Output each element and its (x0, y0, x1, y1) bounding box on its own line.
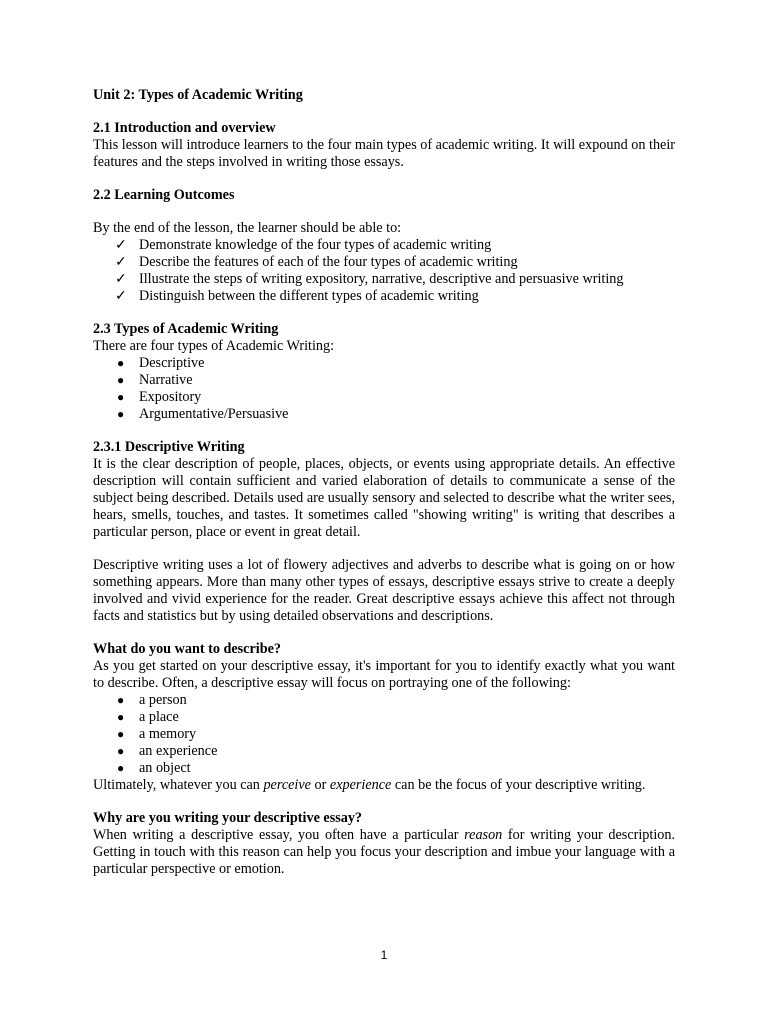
page-number: 1 (380, 948, 388, 962)
intro-body: This lesson will introduce learners to the four main types of academic writing. It will expound on their features and the steps involved in writing those essays. (93, 137, 675, 170)
outcomes-list (93, 237, 675, 305)
checkmark-icon: ✓ (115, 271, 127, 287)
what-describe-lead: As you get started on your descriptive essay, it's important for you to identify exactly what you want to describe. Often, a descriptive essay will focus on portraying one of the following: (93, 658, 675, 691)
bullet-icon: ● (117, 761, 125, 775)
outcomes-lead: By the end of the lesson, the learner should be able to: (93, 220, 402, 236)
bullet-icon: ● (117, 727, 125, 741)
descriptive-para-2: Descriptive writing uses a lot of flowery adjectives and adverbs to describe what is going on or how something appears. More than many other types of essays, descriptive essays strive to create a deeply involved and vivid experience for the reader. Great descriptive essays achieve this affect not through facts and statistics but by using detailed observations and descriptions. (93, 557, 675, 624)
document-page (93, 87, 675, 878)
types-list (93, 355, 675, 423)
descriptive-heading: 2.3.1 Descriptive Writing (93, 439, 245, 455)
list-item: ● Argumentative/Persuasive (117, 406, 289, 422)
bullet-icon: ● (117, 407, 125, 421)
list-item: ● an experience (117, 743, 218, 759)
what-describe-closing: Ultimately, whatever you can perceive or experience can be the focus of your descriptive writing. (93, 777, 646, 793)
bullet-icon: ● (117, 356, 125, 370)
outcomes-heading: 2.2 Learning Outcomes (93, 187, 235, 203)
list-item: ✓ Demonstrate knowledge of the four types of academic writing (115, 237, 492, 253)
descriptive-para-1: It is the clear description of people, places, objects, or events using appropriate details. An effective description will contain sufficient and varied elaboration of details to communicate a sense of the subject being described. Details used are usually sensory and selected to describe what the writer sees, hears, smells, touches, and tastes. It sometimes called "showing writing" is writing that describes a particular person, place or event in great detail. (93, 456, 675, 540)
describe-list (93, 692, 675, 777)
checkmark-icon: ✓ (115, 237, 127, 253)
intro-heading: 2.1 Introduction and overview (93, 120, 276, 136)
list-item: ● a place (117, 709, 179, 725)
types-lead: There are four types of Academic Writing: (93, 338, 335, 354)
bullet-icon: ● (117, 693, 125, 707)
list-item: ✓ Illustrate the steps of writing expository, narrative, descriptive and persuasive writing (115, 271, 624, 287)
list-item: ● Expository (117, 389, 202, 405)
bullet-icon: ● (117, 710, 125, 724)
bullet-icon: ● (117, 744, 125, 758)
why-writing-heading: Why are you writing your descriptive essay? (93, 810, 363, 826)
list-item: ● Descriptive (117, 355, 205, 371)
bullet-icon: ● (117, 390, 125, 404)
list-item: ● a person (117, 692, 187, 708)
list-item: ● Narrative (117, 372, 193, 388)
list-item: ✓ Describe the features of each of the four types of academic writing (115, 254, 518, 270)
why-writing-body: When writing a descriptive essay, you often have a particular reason for writing your description. Getting in touch with this reason can help you focus your description and imbue your language with a particular perspective or emotion. (93, 827, 675, 877)
types-heading: 2.3 Types of Academic Writing (93, 321, 279, 337)
list-item: ✓ Distinguish between the different types of academic writing (115, 288, 479, 304)
checkmark-icon: ✓ (115, 288, 127, 304)
what-describe-heading: What do you want to describe? (93, 641, 281, 657)
checkmark-icon: ✓ (115, 254, 127, 270)
list-item: ● an object (117, 760, 191, 776)
unit-title: Unit 2: Types of Academic Writing (93, 87, 303, 103)
bullet-icon: ● (117, 373, 125, 387)
list-item: ● a memory (117, 726, 197, 742)
